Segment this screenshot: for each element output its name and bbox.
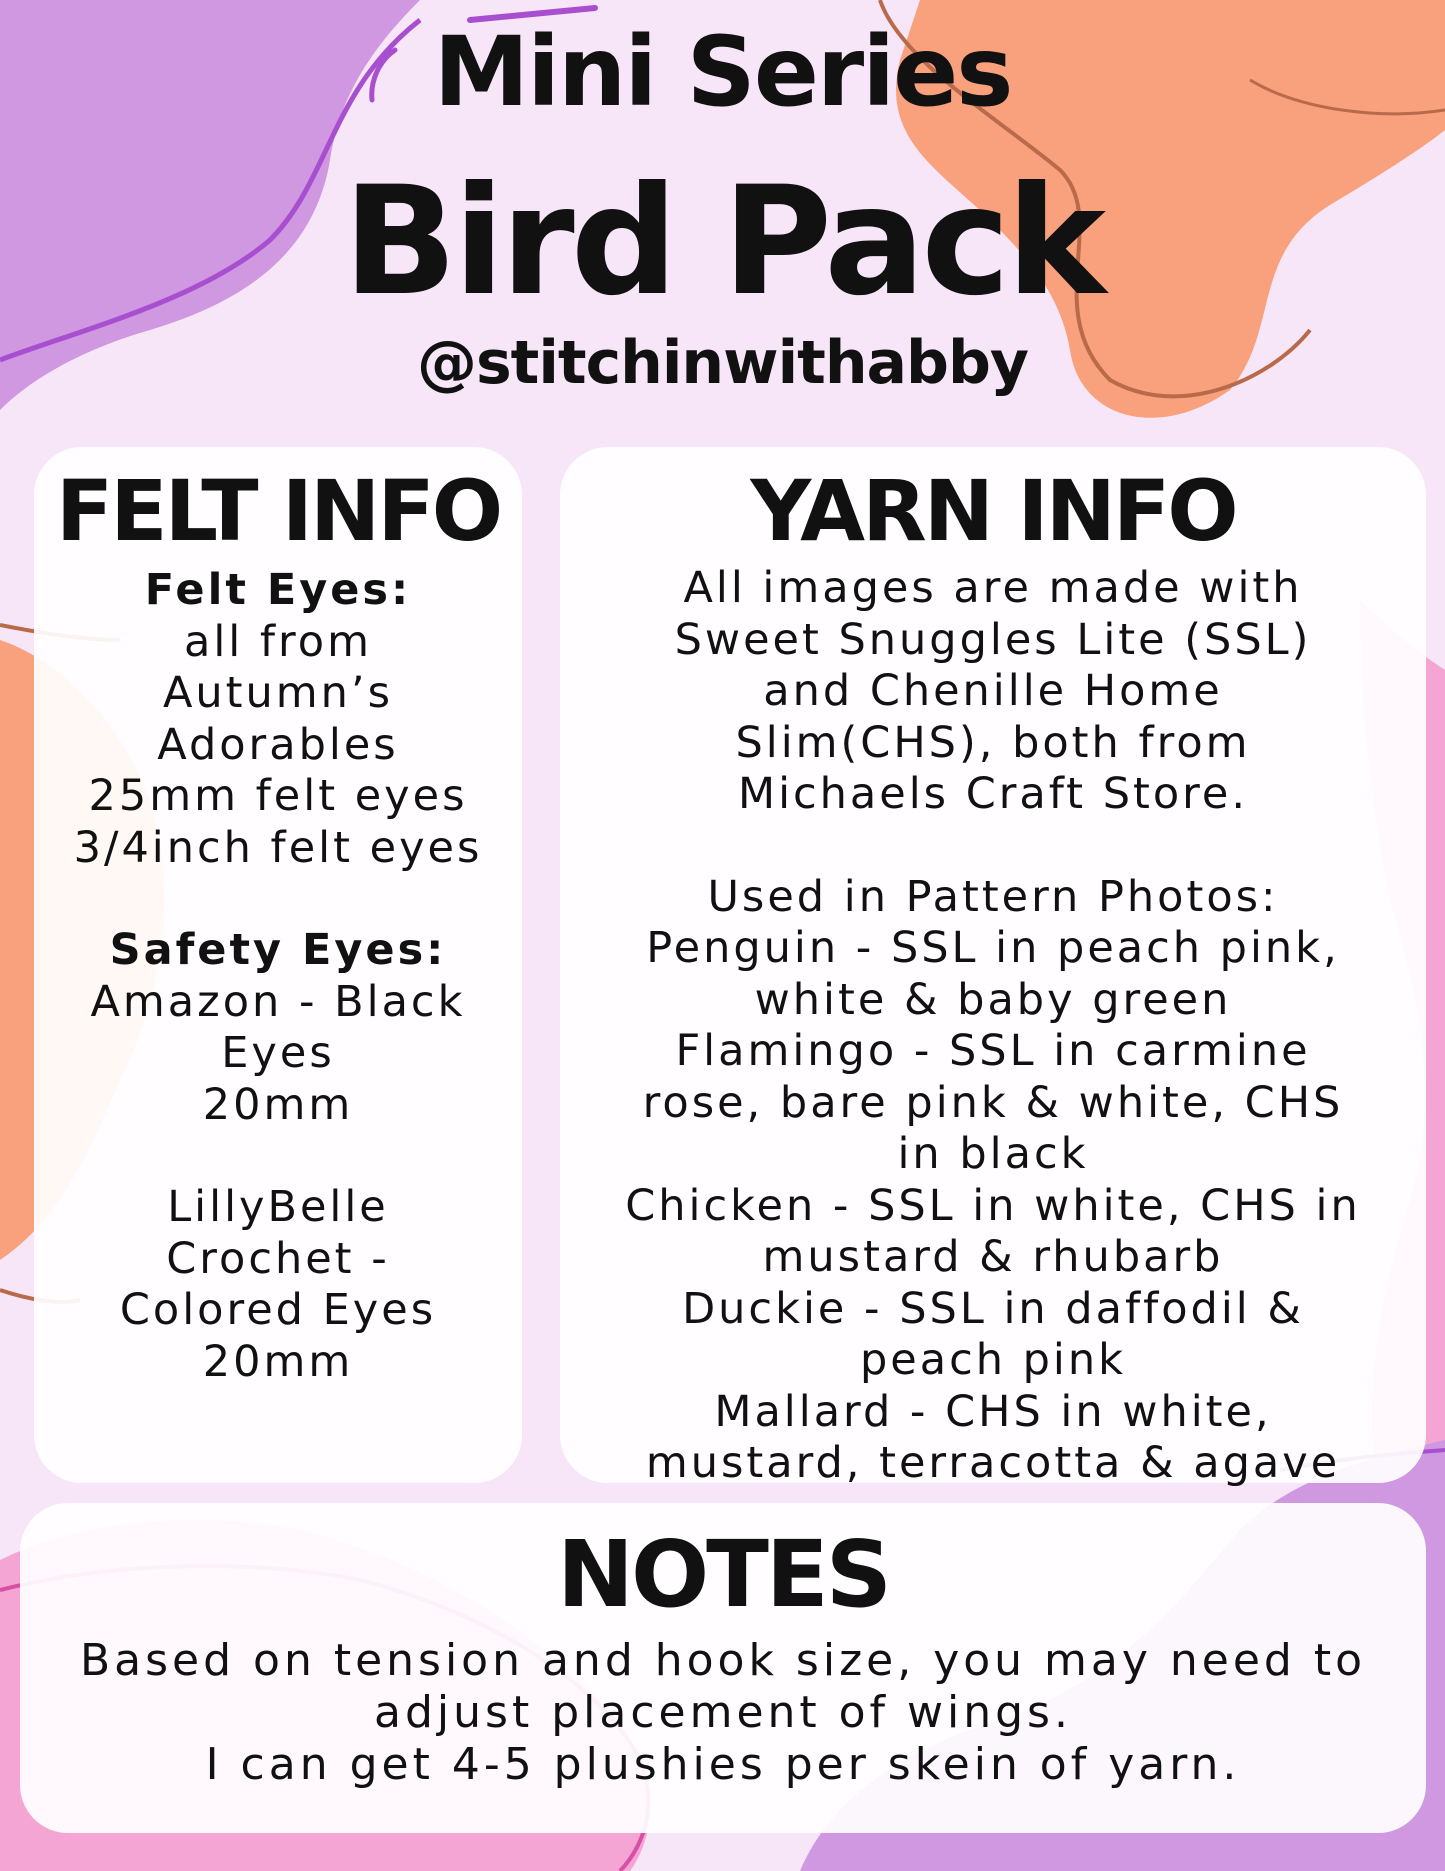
- safety-eyes-line: 20mm: [202, 1079, 354, 1130]
- social-handle: @stitchinwithabby: [416, 328, 1029, 398]
- lillybelle-line: Crochet -: [166, 1233, 390, 1284]
- felt-eyes-line: Autumn’s: [163, 668, 393, 718]
- yarn-info-card: [560, 447, 1426, 1488]
- pattern-photos-line: white & baby green: [754, 974, 1232, 1025]
- yarn-intro-line: Slim(CHS), both from: [735, 717, 1251, 768]
- pattern-photos-line: mustard & rhubarb: [762, 1232, 1224, 1282]
- pack-title: Bird Pack: [342, 155, 1103, 329]
- yarn-intro-line: All images are made with: [683, 563, 1303, 613]
- notes-heading: NOTES: [556, 1521, 890, 1628]
- yarn-intro-line: and Chenille Home: [763, 666, 1223, 716]
- safety-eyes-label: Safety Eyes:: [109, 925, 447, 975]
- pattern-photos-line: in black: [897, 1129, 1089, 1179]
- notes-line: I can get 4-5 plushies per skein of yarn.: [205, 1739, 1241, 1790]
- pattern-photos-line: Chicken - SSL in white, CHS in: [625, 1180, 1361, 1231]
- pattern-photos-line: mustard, terracotta & agave: [645, 1438, 1341, 1488]
- felt-eyes-line: 3/4inch felt eyes: [73, 822, 483, 873]
- notes-card: [20, 1503, 1426, 1833]
- felt-info-card: [34, 447, 522, 1483]
- yarn-intro-line: Sweet Snuggles Lite (SSL): [674, 614, 1312, 665]
- pattern-photos-line: rose, bare pink & white, CHS: [642, 1077, 1344, 1128]
- pattern-photos-line: Used in Pattern Photos:: [707, 871, 1279, 922]
- pattern-photos-line: Flamingo - SSL in carmine: [675, 1026, 1311, 1076]
- notes-body: [20, 1635, 1426, 1791]
- felt-eyes-line: Adorables: [157, 719, 399, 770]
- lillybelle-line: 20mm: [202, 1336, 354, 1387]
- felt-eyes-line: 25mm felt eyes: [88, 771, 468, 821]
- felt-eyes-line: all from: [184, 616, 372, 667]
- yarn-info-heading: YARN INFO: [750, 462, 1236, 560]
- felt-info-heading: FELT INFO: [55, 462, 501, 560]
- felt-eyes-label: Felt Eyes:: [144, 565, 412, 615]
- yarn-info-body: [560, 563, 1426, 1490]
- pattern-photos-line: Duckie - SSL in daffodil &: [682, 1283, 1304, 1334]
- yarn-intro-line: Michaels Craft Store.: [737, 769, 1249, 819]
- series-title: Mini Series: [433, 16, 1012, 128]
- lillybelle-line: Colored Eyes: [119, 1285, 437, 1335]
- notes-line: Based on tension and hook size, you may need to: [79, 1635, 1367, 1686]
- felt-info-body: [34, 565, 522, 1388]
- notes-line: adjust placement of wings.: [374, 1687, 1072, 1738]
- pattern-photos-line: Penguin - SSL in peach pink,: [646, 923, 1340, 973]
- safety-eyes-line: Amazon - Black: [90, 976, 466, 1027]
- pattern-photos-line: peach pink: [859, 1335, 1127, 1385]
- lillybelle-line: LillyBelle: [167, 1182, 389, 1232]
- safety-eyes-line: Eyes: [221, 1028, 335, 1078]
- pattern-photos-line: Mallard - CHS in white,: [714, 1386, 1272, 1437]
